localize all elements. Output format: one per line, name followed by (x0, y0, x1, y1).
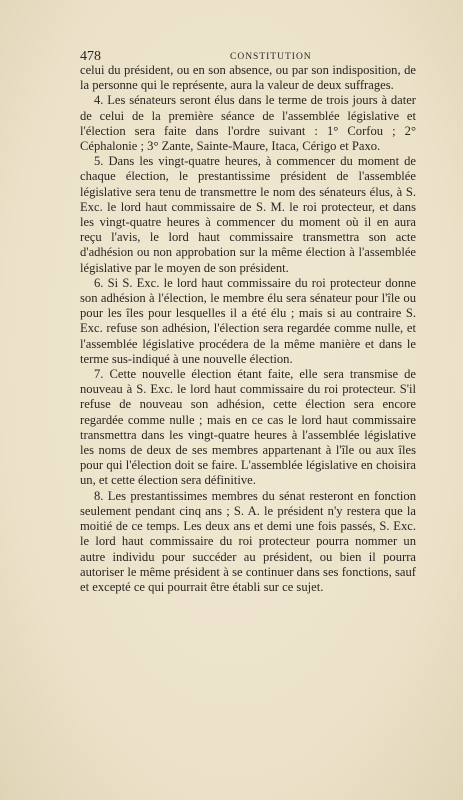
paragraph-article-7: 7. Cette nouvelle élection étant faite, elle sera transmise de nouveau à S. Exc. le lord haut commissaire du roi protecteur. S'il refuse de nouveau son adhésion, cette élection sera encore regardée comme nulle ; mais en ce cas le lord haut commissaire transmettra dans les vingt-quatre heures à l'assemblée législative les noms de deux de ses membres appartenant à l'île ou aux îles pour qui l'élection doit se faire. L'assemblée législative en choisira un, et cette élection sera définitive. (80, 367, 416, 488)
paragraph-article-5: 5. Dans les vingt-quatre heures, à commencer du moment de chaque élection, le prestantissime président de l'assemblée législative sera tenu de transmettre le nom des sénateurs élus, à S. Exc. le lord haut commissaire de S. M. le roi protecteur, et dans les vingt-quatre heures à commencer du moment où il en aura reçu l'avis, le lord haut commissaire transmettra son acte d'adhésion ou non approbation sur la même élection à l'assemblée législative par le moyen de son président. (80, 154, 416, 275)
paragraph-continuation: celui du président, ou en son absence, ou par son indisposition, de la personne qui le représente, aura la valeur de deux suffrages. (80, 63, 416, 93)
running-head: CONSTITUTION (230, 52, 312, 62)
paragraph-article-8: 8. Les prestantissimes membres du sénat resteront en fonction seulement pendant cinq ans ; S. A. le président n'y restera que la moitié de ce temps. Les deux ans et demi une fois passés, S. Exc. le lord haut commissaire du roi protecteur pourra nommer un autre individu pour succéder au président, ou bien il pourra autoriser le même président à se continuer dans ses fonctions, sauf et excepté ce qui pourrait être établi sur ce sujet. (80, 488, 416, 594)
body-text (80, 63, 416, 595)
paragraph-article-6: 6. Si S. Exc. le lord haut commissaire du roi protecteur donne son adhésion à l'élection, le membre élu sera sénateur pour l'île ou pour les îles pour lesquelles il a été élu ; mais si au contraire S. Exc. refuse son adhésion, l'élection sera regardée comme nulle, et l'assemblée législative procédera de la même manière et dans le terme sus-indiqué à une nouvelle élection. (80, 275, 416, 366)
paragraph-article-4: 4. Les sénateurs seront élus dans le terme de trois jours à dater de celui de la première séance de l'assemblée législative et l'élection sera faite dans l'ordre suivant : 1° Corfou ; 2° Céphalonie ; 3° Zante, Sainte-Maure, Itaca, Cérigo et Paxo. (80, 93, 416, 154)
page-number: 478 (80, 49, 101, 64)
